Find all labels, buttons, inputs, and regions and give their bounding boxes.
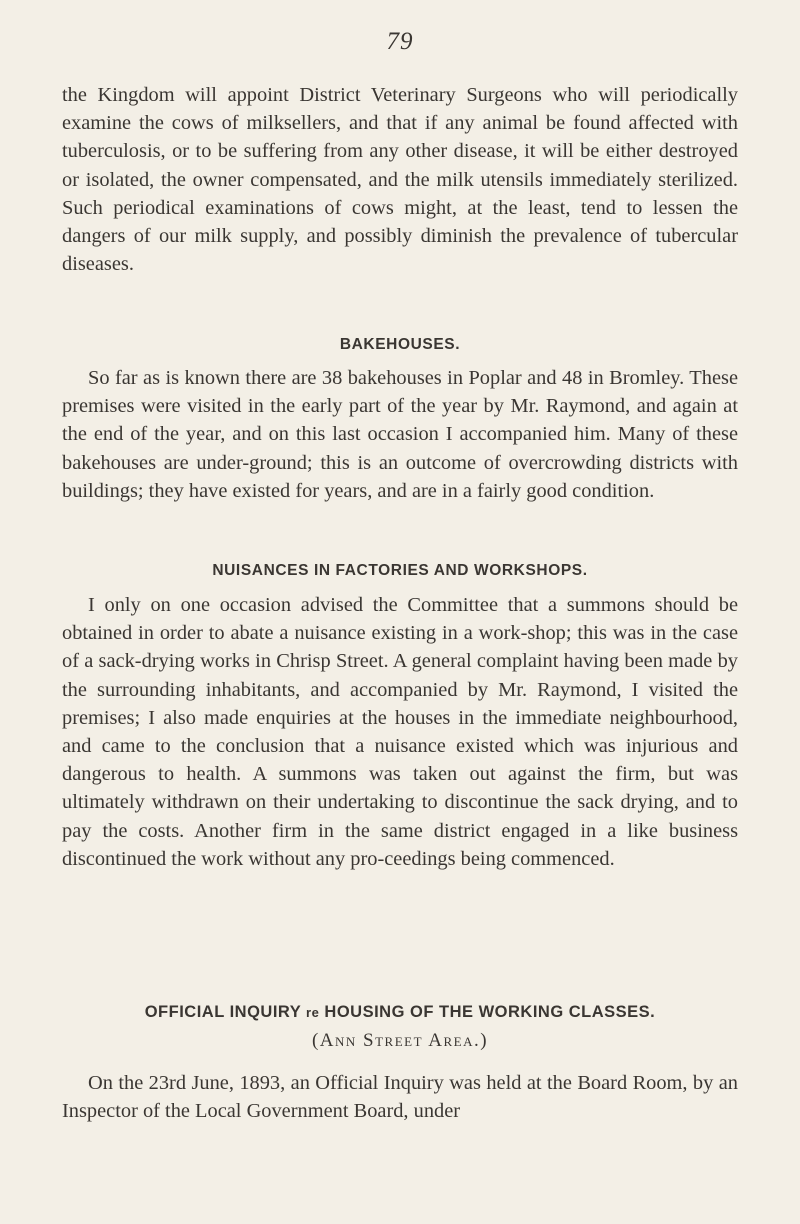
paragraph-bakehouses: So far as is known there are 38 bakehouses in Poplar and 48 in Bromley. These premises were visited in the early part of the year by Mr. Raymond, and again at the end of the year, and on this last occasion I accompanied him. Many of these bakehouses are under-ground; this is an outcome of overcrowding districts with buildings; they have existed for years, and are in a fairly good condition.	[62, 367, 738, 502]
paragraph-milk-supply: the Kingdom will appoint District Veterinary Surgeons who will periodically examine the cows of milksellers, and that if any animal be found affected with tuberculosis, or to be suffering from any other disease, it will be either destroyed or isolated, the owner compensated, and the milk utensils immediately sterilized. Such periodical examinations of cows might, at the least, tend to lessen the dangers of our milk supply, and possibly diminish the prevalence of tubercular diseases.	[62, 84, 738, 276]
paragraph-official-inquiry: On the 23rd June, 1893, an Official Inquiry was held at the Board Room, by an Inspector of the Local Government Board, under	[62, 1072, 738, 1123]
heading-official-inquiry	[0, 1003, 800, 1022]
heading-nuisances: NUISANCES IN FACTORIES AND WORKSHOPS.	[212, 562, 588, 579]
heading-inquiry-part1: OFFICIAL INQUIRY	[144, 1003, 301, 1021]
page-number: 79	[386, 28, 414, 55]
paragraph-nuisances: I only on one occasion advised the Committee that a summons should be obtained in order to abate a nuisance existing in a work-shop; this was in the case of a sack-drying works in Chrisp Street. A general complaint having been made by the surrounding inhabitants, and accompanied by Mr. Raymond, I visited the premises; I also made enquiries at the houses in the immediate neighbourhood, and came to the conclusion that a nuisance existed which was injurious and dangerous to health. A summons was taken out against the firm, but was ultimately withdrawn on their undertaking to discontinue the sack drying, and to pay the costs. Another firm in the same district engaged in a like business discontinued the work without any pro-ceedings being commenced.	[62, 594, 738, 870]
heading-inquiry-part2: HOUSING OF THE WORKING CLASSES.	[324, 1003, 656, 1021]
subheading-ann-street-area: (Ann Street Area.)	[311, 1030, 489, 1051]
heading-inquiry-re: re	[306, 1005, 320, 1020]
heading-bakehouses: BAKEHOUSES.	[339, 336, 461, 353]
